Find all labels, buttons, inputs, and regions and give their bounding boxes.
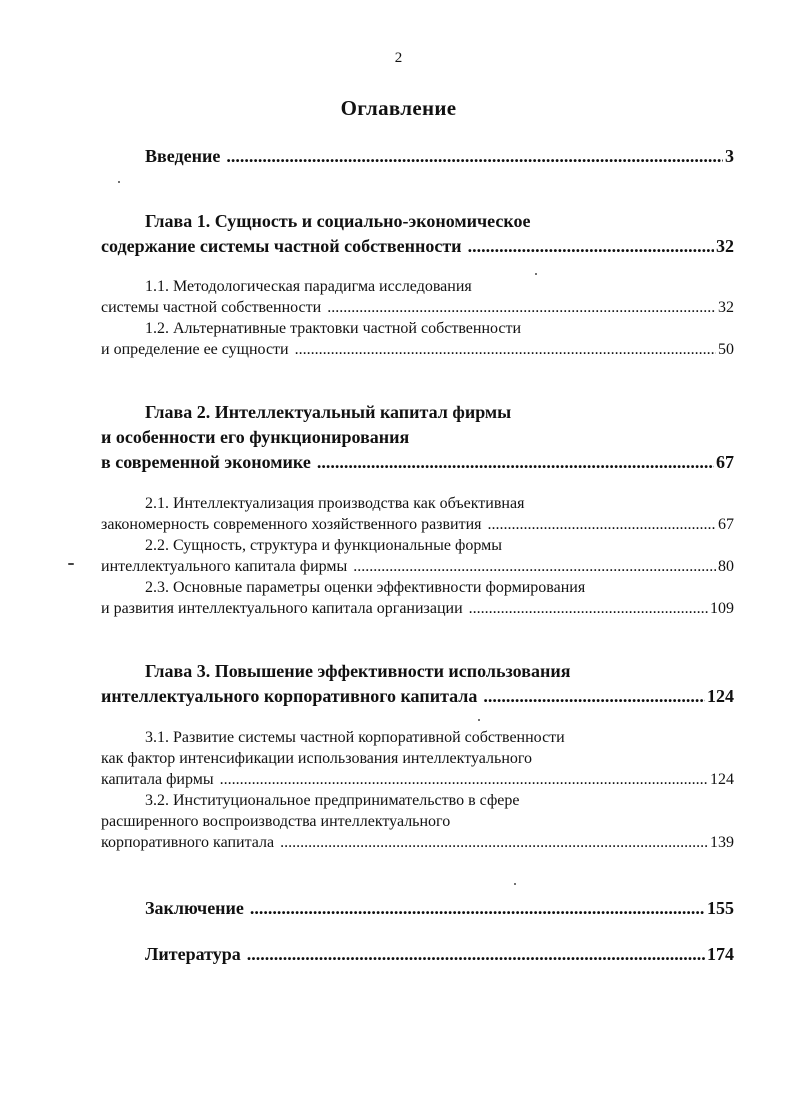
chapter-1-title: Глава 1. Сущность и социально-экономическое: [145, 211, 531, 231]
toc-entry-section-2-1[interactable]: [101, 516, 734, 534]
section-1-1-title: 1.1. Методологическая парадигма исследования: [145, 278, 472, 295]
dot-leader: [295, 341, 716, 359]
toc-label: закономерность современного хозяйственного развития: [101, 516, 482, 533]
section-3-1-title-line2: как фактор интенсификации использования интеллектуального: [101, 750, 533, 767]
toc-label: капитала фирмы: [101, 771, 214, 788]
toc-label: и развития интеллектуального капитала организации: [101, 600, 463, 617]
section-3-2-title-line2: расширенного воспроизводства интеллектуального: [101, 813, 451, 830]
page-number: 2: [394, 50, 403, 66]
chapter-2-title: Глава 2. Интеллектуальный капитал фирмы: [145, 402, 512, 422]
toc-label: в современной экономике: [101, 452, 311, 472]
toc-page: 67: [718, 516, 734, 533]
scan-speck: [68, 563, 74, 565]
toc-page: 3: [725, 146, 734, 166]
chapter-2-title-line2: и особенности его функционирования: [101, 427, 410, 447]
section-2-2-title: 2.2. Сущность, структура и функциональные формы: [145, 537, 502, 554]
toc-label: системы частной собственности: [101, 299, 322, 316]
toc-page: 80: [718, 558, 734, 575]
section-1-2-title: 1.2. Альтернативные трактовки частной собственности: [145, 320, 522, 337]
toc-entry-section-1-2[interactable]: [101, 341, 734, 359]
dot-leader: [280, 834, 708, 852]
toc-entry-chapter-3[interactable]: [101, 686, 734, 707]
scan-speck: [118, 181, 120, 183]
toc-label: Введение: [145, 146, 221, 166]
toc-page: 124: [707, 686, 734, 706]
section-3-1-title: 3.1. Развитие системы частной корпоративной собственности: [145, 729, 565, 746]
toc-label: корпоративного капитала: [101, 834, 275, 851]
dot-leader: [327, 299, 716, 317]
toc-entry-section-1-1[interactable]: [101, 299, 734, 317]
dot-leader: [353, 558, 716, 576]
dot-leader: [247, 944, 705, 965]
toc-page: 139: [710, 834, 734, 851]
toc-page: 155: [707, 898, 734, 918]
toc-page: 109: [710, 600, 734, 617]
toc-page: 32: [718, 299, 734, 316]
scan-speck: [478, 719, 480, 721]
dot-leader: [226, 146, 723, 167]
section-2-1-title: 2.1. Интеллектуализация производства как объективная: [145, 495, 525, 512]
toc-entry-section-2-2[interactable]: [101, 558, 734, 576]
toc-page: 32: [716, 236, 734, 256]
toc-entry-section-3-2[interactable]: [101, 834, 734, 852]
section-3-2-title: 3.2. Институциональное предпринимательство в сфере: [145, 792, 520, 809]
dot-leader: [488, 516, 716, 534]
toc-entry-section-3-1[interactable]: [101, 771, 734, 789]
toc-label: интеллектуального корпоративного капитала: [101, 686, 478, 706]
toc-label: Литература: [145, 944, 241, 964]
dot-leader: [469, 600, 708, 618]
toc-entry-intro[interactable]: [145, 146, 734, 167]
dot-leader: [317, 452, 714, 473]
toc-page: 124: [710, 771, 734, 788]
toc-entry-literature[interactable]: [145, 944, 734, 965]
toc-entry-chapter-2[interactable]: [101, 452, 734, 473]
toc-page: 50: [718, 341, 734, 358]
toc-label: и определение ее сущности: [101, 341, 289, 358]
toc-label: содержание системы частной собственности: [101, 236, 462, 256]
scan-speck: [514, 883, 516, 885]
toc-entry-chapter-1[interactable]: [101, 236, 734, 257]
dot-leader: [468, 236, 714, 257]
section-2-3-title: 2.3. Основные параметры оценки эффективности формирования: [145, 579, 586, 596]
dot-leader: [220, 771, 708, 789]
toc-page: 67: [716, 452, 734, 472]
dot-leader: [250, 898, 705, 919]
scan-speck: [535, 273, 537, 275]
toc-page: 174: [707, 944, 734, 964]
toc-label: Заключение: [145, 898, 244, 918]
chapter-3-title: Глава 3. Повышение эффективности использования: [145, 661, 571, 681]
toc-entry-conclusion[interactable]: [145, 898, 734, 919]
toc-title: Оглавление: [340, 96, 457, 120]
toc-entry-section-2-3[interactable]: [101, 600, 734, 618]
dot-leader: [483, 686, 705, 707]
toc-label: интеллектуального капитала фирмы: [101, 558, 348, 575]
